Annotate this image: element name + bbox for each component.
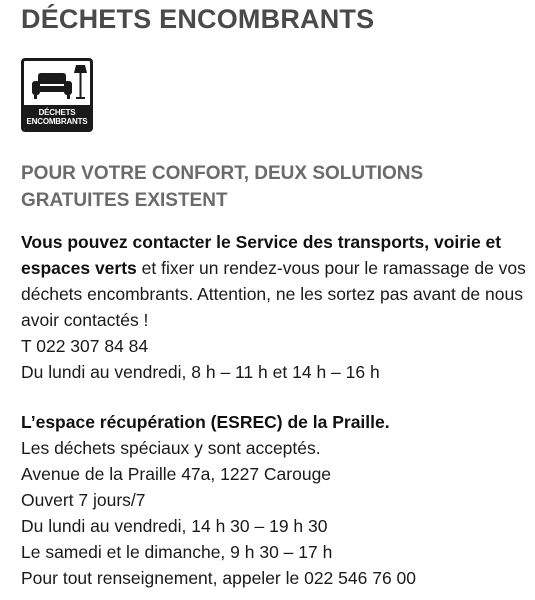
solution-1-text: et fixer un rendez-vous pour le ramassage de vos déchets encombrants. Attention, ne les sortez pas avant de nous avoir contactés !	[21, 258, 526, 330]
solution-2-weekend-hours: Le samedi et le dimanche, 9 h 30 – 17 h	[21, 542, 333, 562]
solution-1-paragraph	[21, 229, 526, 385]
solution-2-weekday-hours: Du lundi au vendredi, 14 h 30 – 19 h 30	[21, 516, 328, 536]
solution-1-lead: Vous pouvez contacter le Service des transports, voirie et espaces verts	[21, 232, 502, 278]
section-subtitle: POUR VOTRE CONFORT, DEUX SOLUTIONS GRATUITES EXISTENT	[21, 163, 424, 211]
solution-2-address: Avenue de la Praille 47a, 1227 Carouge	[21, 464, 332, 484]
pictogram-label-line1: DÉCHETS	[38, 108, 76, 117]
solution-2-open-days: Ouvert 7 jours/7	[21, 490, 146, 510]
solution-2-contact: Pour tout renseignement, appeler le 022 546 76 00	[21, 568, 417, 588]
bulky-waste-pictogram	[21, 58, 93, 132]
pictogram-label	[24, 105, 90, 129]
sofa-and-lamp-icon	[24, 61, 90, 105]
page-title: DÉCHETS ENCOMBRANTS	[21, 4, 375, 34]
phone-number: T 022 307 84 84	[21, 336, 149, 356]
solution-2-paragraph	[21, 409, 526, 591]
solution-2-heading: L’espace récupération (ESREC) de la Praille.	[21, 412, 390, 432]
pictogram-label-line2: ENCOMBRANTS	[26, 117, 88, 126]
solution-2-line: Les déchets spéciaux y sont acceptés.	[21, 438, 321, 458]
opening-hours: Du lundi au vendredi, 8 h – 11 h et 14 h – 16 h	[21, 362, 380, 382]
